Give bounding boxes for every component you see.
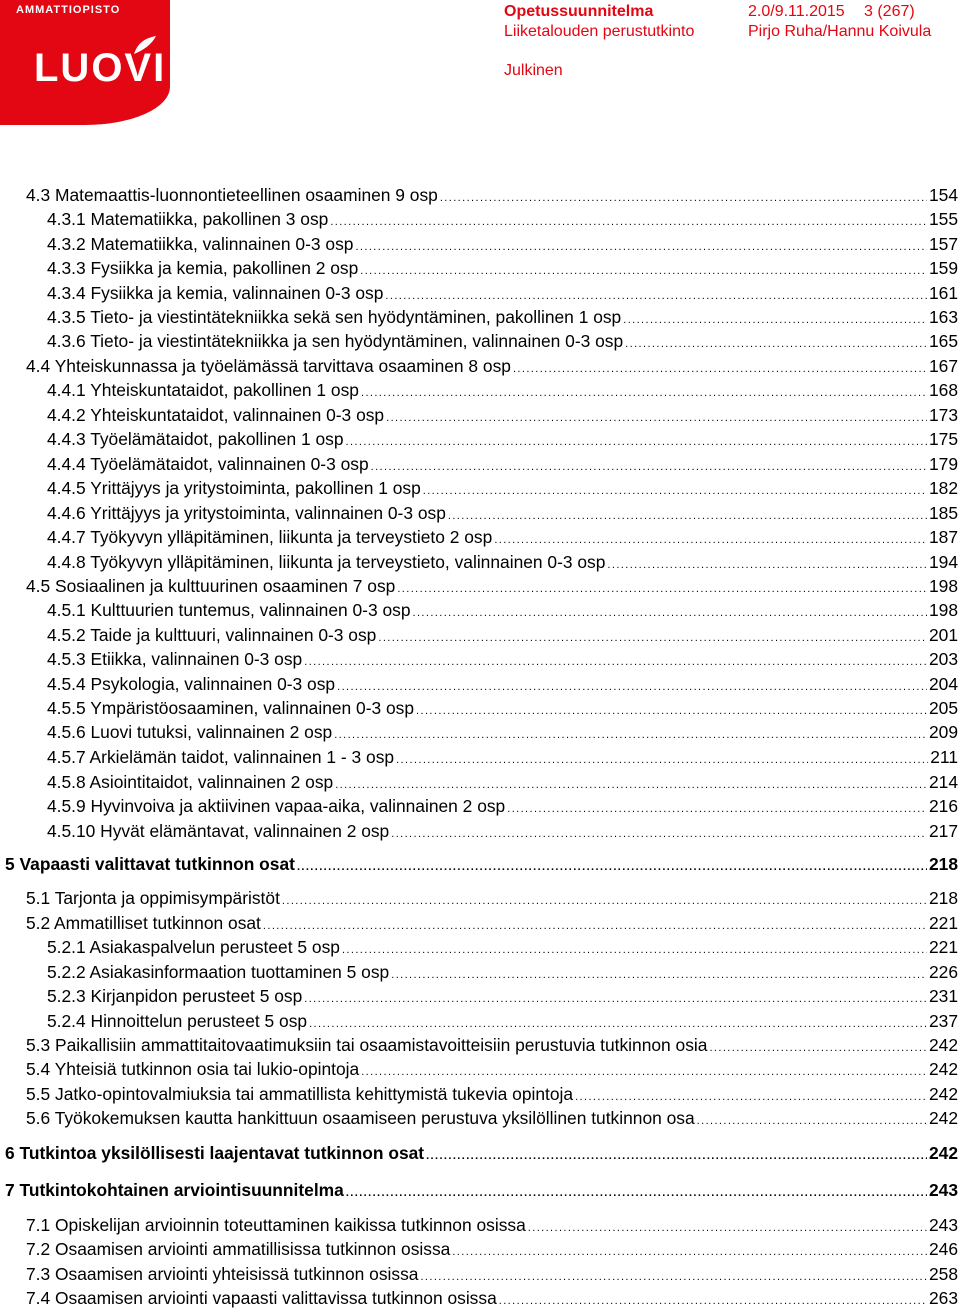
toc-entry[interactable] (47, 696, 958, 720)
toc-entry-title: 4.5.4 Psykologia, valinnainen 0-3 osp (47, 674, 336, 694)
toc-entry-title: 7.3 Osaamisen arviointi yhteisissä tutkinnon osissa (26, 1264, 419, 1284)
page-number: 3 (267) (864, 3, 915, 20)
toc-entry-page: 165 (928, 331, 958, 351)
toc-entry-page: 157 (928, 234, 958, 254)
toc-dot-leader (396, 748, 928, 772)
toc-entry-title: 5.3 Paikallisiin ammattitaitovaatimuksiin tai osaamistavoitteisiin perustuvia tutkinnon osia (26, 1035, 708, 1055)
toc-entry-title: 4.3.2 Matematiikka, valinnainen 0-3 osp (47, 234, 354, 254)
toc-dot-leader (304, 987, 927, 1011)
toc-entry-title: 4.3 Matemaattis-luonnontieteellinen osaaminen 9 osp (26, 185, 438, 205)
toc-entry[interactable] (26, 886, 958, 910)
toc-entry[interactable] (5, 1141, 958, 1165)
toc-entry-title: 5.2.3 Kirjanpidon perusteet 5 osp (47, 986, 303, 1006)
toc-dot-leader (334, 723, 927, 747)
toc-entry[interactable] (47, 550, 958, 574)
toc-entry-title: 7.2 Osaamisen arviointi ammatillisissa tutkinnon osissa (26, 1239, 451, 1259)
toc-dot-leader (346, 1181, 927, 1205)
toc-entry-page: 237 (928, 1011, 958, 1031)
toc-entry[interactable] (47, 305, 958, 329)
toc-entry-page: 242 (928, 1084, 958, 1104)
toc-dot-leader (697, 1109, 927, 1133)
toc-entry[interactable] (47, 256, 958, 280)
toc-entry[interactable] (26, 1213, 958, 1237)
toc-entry-page: 243 (928, 1180, 958, 1200)
toc-entry-title: 5.2.1 Asiakaspalvelun perusteet 5 osp (47, 937, 340, 957)
toc-entry[interactable] (26, 1237, 958, 1261)
toc-entry-page: 155 (928, 209, 958, 229)
toc-entry-title: 5 Vapaasti valittavat tutkinnon osat (5, 854, 295, 874)
toc-entry[interactable] (47, 329, 958, 353)
toc-entry-page: 198 (928, 600, 958, 620)
toc-entry[interactable] (47, 501, 958, 525)
toc-entry[interactable] (47, 819, 958, 843)
toc-entry-title: 5.6 Työkokemuksen kautta hankittuun osaamiseen perustuva yksilöllinen tutkinnon osa (26, 1108, 695, 1128)
toc-entry[interactable] (47, 672, 958, 696)
toc-entry-title: 4.4.8 Työkyvyn ylläpitäminen, liikunta ja terveystieto, valinnainen 0-3 osp (47, 552, 606, 572)
toc-entry[interactable] (47, 720, 958, 744)
toc-entry[interactable] (47, 452, 958, 476)
toc-entry-page: 205 (928, 698, 958, 718)
toc-entry-page: 187 (928, 527, 958, 547)
toc-entry-page: 211 (930, 747, 958, 767)
toc-entry-title: 4.4.6 Yrittäjyys ja yritystoiminta, valinnainen 0-3 osp (47, 503, 446, 523)
logo-org-text: AMMATTIOPISTO (16, 4, 121, 16)
toc-entry[interactable] (47, 378, 958, 402)
toc-entry[interactable] (47, 207, 958, 231)
toc-entry-page: 214 (928, 772, 958, 792)
toc-entry-title: 4.4.4 Työelämätaidot, valinnainen 0-3 osp (47, 454, 369, 474)
toc-entry[interactable] (47, 525, 958, 549)
toc-entry-title: 5.2.4 Hinnoittelun perusteet 5 osp (47, 1011, 308, 1031)
toc-entry[interactable] (47, 1009, 958, 1033)
toc-entry-title: 4.4.2 Yhteiskuntataidot, valinnainen 0-3 osp (47, 405, 385, 425)
toc-entry-title: 7 Tutkintokohtainen arviointisuunnitelma (5, 1180, 344, 1200)
toc-entry-title: 4.3.4 Fysiikka ja kemia, valinnainen 0-3 osp (47, 283, 384, 303)
doc-subtitle: Liiketalouden perustutkinto (504, 23, 695, 40)
toc-entry[interactable] (47, 647, 958, 671)
toc-entry-page: 242 (928, 1059, 958, 1079)
toc-entry[interactable] (47, 745, 958, 769)
toc-entry[interactable] (26, 1262, 958, 1286)
toc-entry[interactable] (47, 960, 958, 984)
toc-entry[interactable] (47, 794, 958, 818)
toc-entry-title: 4.3.6 Tieto- ja viestintätekniikka ja sen hyödyntäminen, valinnainen 0-3 osp (47, 331, 624, 351)
doc-title: Opetussuunnitelma (504, 3, 654, 20)
toc-entry-title: 4.5.2 Taide ja kulttuuri, valinnainen 0-3 osp (47, 625, 377, 645)
toc-dot-leader (282, 889, 927, 913)
toc-entry[interactable] (47, 403, 958, 427)
toc-entry[interactable] (47, 984, 958, 1008)
toc-entry-page: 226 (928, 962, 958, 982)
toc-entry-title: 4.3.1 Matematiikka, pakollinen 3 osp (47, 209, 329, 229)
toc-entry[interactable] (47, 232, 958, 256)
toc-entry-title: 7.1 Opiskelijan arvioinnin toteuttaminen kaikissa tutkinnon osissa (26, 1215, 526, 1235)
toc-dot-leader (360, 259, 927, 283)
toc-entry-title: 4.5.7 Arkielämän taidot, valinnainen 1 - 3 osp (47, 747, 395, 767)
toc-entry-title: 5.2.2 Asiakasinformaation tuottaminen 5 osp (47, 962, 390, 982)
toc-entry-title: 4.3.3 Fysiikka ja kemia, pakollinen 2 osp (47, 258, 359, 278)
toc-dot-leader (423, 479, 927, 503)
toc-entry[interactable] (47, 281, 958, 305)
toc-dot-leader (507, 797, 927, 821)
toc-entry-title: 4.4.1 Yhteiskuntataidot, pakollinen 1 osp (47, 380, 359, 400)
toc-entry[interactable] (26, 911, 958, 935)
toc-entry-page: 198 (928, 576, 958, 596)
toc-entry[interactable] (47, 770, 958, 794)
toc-entry-page: 217 (928, 821, 958, 841)
toc-entry[interactable] (47, 935, 958, 959)
toc-entry[interactable] (26, 1286, 958, 1310)
toc-dot-leader (342, 938, 927, 962)
toc-entry-title: 4.5.5 Ympäristöosaaminen, valinnainen 0-3 osp (47, 698, 415, 718)
toc-entry-page: 163 (928, 307, 958, 327)
toc-entry-page: 231 (928, 986, 958, 1006)
toc-entry-page: 201 (928, 625, 958, 645)
toc-dot-leader (346, 430, 927, 454)
toc-entry-page: 185 (928, 503, 958, 523)
toc-dot-leader (625, 332, 927, 356)
toc-dot-leader (297, 855, 927, 879)
toc-entry[interactable] (26, 1082, 958, 1106)
toc-entry-page: 263 (928, 1288, 958, 1308)
toc-entry[interactable] (47, 476, 958, 500)
toc-dot-leader (452, 1240, 927, 1264)
toc-entry-page: 154 (928, 185, 958, 205)
toc-entry-page: 216 (928, 796, 958, 816)
toc-entry-title: 4.5.3 Etiikka, valinnainen 0-3 osp (47, 649, 303, 669)
logo-name-text: LUOVI (34, 46, 167, 90)
toc-entry-page: 242 (928, 1143, 958, 1163)
doc-classification: Julkinen (504, 62, 563, 79)
toc-entry-page: 204 (928, 674, 958, 694)
toc-entry[interactable] (26, 1106, 958, 1130)
doc-version: 2.0/9.11.2015 (748, 3, 845, 20)
toc-entry-title: 7.4 Osaamisen arviointi vapaasti valittavissa tutkinnon osissa (26, 1288, 497, 1308)
toc-entry-page: 173 (928, 405, 958, 425)
toc-entry-page: 182 (928, 478, 958, 498)
toc-entry-page: 167 (928, 356, 958, 376)
toc-entry-page: 221 (928, 937, 958, 957)
toc-entry-page: 179 (928, 454, 958, 474)
toc-entry-page: 194 (928, 552, 958, 572)
toc-dot-leader (426, 1144, 927, 1168)
toc-entry-title: 5.5 Jatko-opintovalmiuksia tai ammatillista kehittymistä tukevia opintoja (26, 1084, 574, 1104)
toc-entry-title: 4.5.8 Asiointitaidot, valinnainen 2 osp (47, 772, 334, 792)
toc-entry-title: 6 Tutkintoa yksilöllisesti laajentavat tutkinnon osat (5, 1143, 425, 1163)
toc-entry[interactable] (26, 574, 958, 598)
toc-entry-title: 4.4.5 Yrittäjyys ja yritystoiminta, pakollinen 1 osp (47, 478, 421, 498)
toc-dot-leader (494, 528, 927, 552)
toc-entry-title: 4.5.9 Hyvinvoiva ja aktiivinen vapaa-aika, valinnainen 2 osp (47, 796, 506, 816)
toc-entry-page: 242 (928, 1035, 958, 1055)
toc-entry-page: 203 (928, 649, 958, 669)
toc-entry[interactable] (5, 852, 958, 876)
toc-dot-leader (391, 822, 927, 846)
toc-entry-title: 4.5.10 Hyvät elämäntavat, valinnainen 2 osp (47, 821, 390, 841)
doc-authors: Pirjo Ruha/Hannu Koivula (748, 23, 932, 40)
toc-entry-page: 168 (928, 380, 958, 400)
toc-entry[interactable] (5, 1178, 958, 1202)
toc-entry[interactable] (47, 427, 958, 451)
toc-entry-page: 159 (928, 258, 958, 278)
toc-entry-page: 218 (928, 854, 958, 874)
toc-entry-title: 5.2 Ammatilliset tutkinnon osat (26, 913, 261, 933)
toc-entry-page: 161 (928, 283, 958, 303)
toc-entry-title: 4.3.5 Tieto- ja viestintätekniikka sekä sen hyödyntäminen, pakollinen 1 osp (47, 307, 622, 327)
toc-entry[interactable] (47, 598, 958, 622)
toc-entry-page: 218 (928, 888, 958, 908)
toc-dot-leader (330, 210, 927, 234)
toc-entry[interactable] (26, 183, 958, 207)
toc-entry-title: 4.4.7 Työkyvyn ylläpitäminen, liikunta ja terveystieto 2 osp (47, 527, 493, 547)
toc-entry-title: 4.5 Sosiaalinen ja kulttuurinen osaaminen 7 osp (26, 576, 396, 596)
toc-dot-leader (499, 1289, 927, 1313)
toc-entry-page: 175 (928, 429, 958, 449)
toc-entry-page: 258 (928, 1264, 958, 1284)
toc-entry[interactable] (26, 1033, 958, 1057)
toc-entry-title: 4.4.3 Työelämätaidot, pakollinen 1 osp (47, 429, 344, 449)
toc-entry[interactable] (26, 1057, 958, 1081)
toc-entry-page: 242 (928, 1108, 958, 1128)
toc-dot-leader (413, 601, 927, 625)
toc-entry[interactable] (26, 354, 958, 378)
toc-entry-title: 5.1 Tarjonta ja oppimisympäristöt (26, 888, 280, 908)
toc-entry-title: 4.4 Yhteiskunnassa ja työelämässä tarvittava osaaminen 8 osp (26, 356, 511, 376)
toc-entry-page: 243 (928, 1215, 958, 1235)
luovi-logo (0, 0, 170, 125)
toc-entry-page: 221 (928, 913, 958, 933)
toc-entry[interactable] (47, 623, 958, 647)
toc-dot-leader (361, 381, 927, 405)
toc-entry-page: 209 (928, 722, 958, 742)
toc-dot-leader (304, 650, 927, 674)
toc-entry-title: 4.5.1 Kulttuurien tuntemus, valinnainen 0-3 osp (47, 600, 411, 620)
toc-entry-title: 5.4 Yhteisiä tutkinnon osia tai lukio-opintoja (26, 1059, 360, 1079)
toc-entry-page: 246 (928, 1239, 958, 1259)
toc-dot-leader (361, 1060, 927, 1084)
toc-entry-title: 4.5.6 Luovi tutuksi, valinnainen 2 osp (47, 722, 333, 742)
